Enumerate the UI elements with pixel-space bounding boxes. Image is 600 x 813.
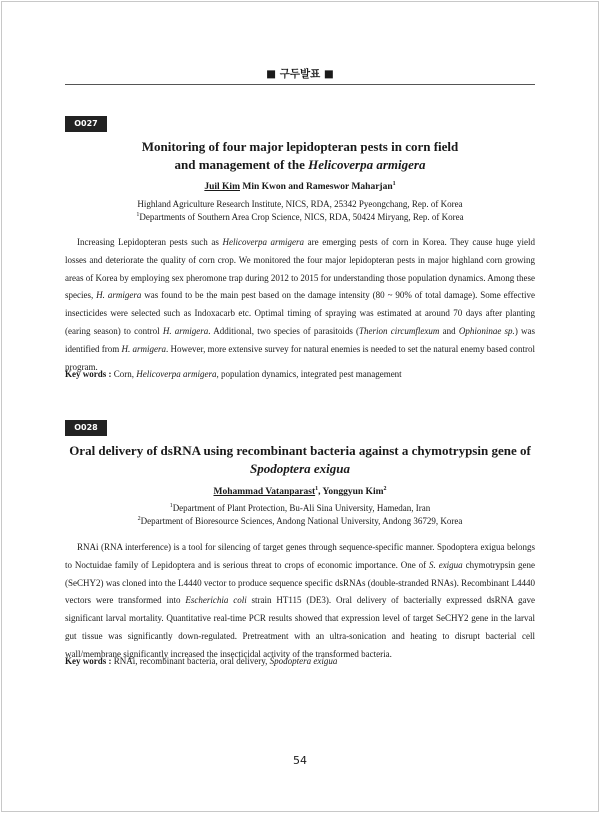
- text-run: . However, more extensive survey for natural enemies is needed to set the natural enemy based control program.: [65, 343, 535, 372]
- title-text: and management of the: [174, 157, 309, 172]
- text-run: was found to be the main pest based on the damage intensity (80 ~ 90% of total damage). Some effective insecticides were selected such as Indoxacarb etc. Optimal timing of spraying was estimated at around 70 days after planting (earing season) to control: [65, 290, 535, 336]
- italic-term: H. armigera: [121, 343, 166, 354]
- affiliation: [65, 502, 535, 515]
- italic-term: Therion circumflexum: [359, 325, 440, 336]
- keywords-line: [65, 656, 535, 666]
- section-header: ■ 구두발표 ■: [266, 68, 334, 80]
- affiliation: [65, 198, 535, 211]
- affiliation: [65, 515, 535, 528]
- presenting-author: Juil Kim: [204, 182, 240, 192]
- text-run: chymotrypsin gene (SeCHY2) was cloned into the L4440 vector to produce sequence specific dsRNAs (double-stranded RNAs). Recombinant L4440 vectors were transformed into: [65, 559, 535, 606]
- text-run: population dynamics, integrated pest management: [218, 369, 402, 379]
- italic-term: Helicoverpa armigera,: [136, 369, 219, 379]
- italic-term: Helicoverpa armigera: [222, 237, 305, 247]
- title-italic: Helicoverpa armigera: [308, 157, 426, 172]
- affiliation-text: Department of Bioresource Sciences, Andong National University, Andong 36729, Korea: [140, 516, 463, 526]
- keywords-label: Key words :: [65, 369, 112, 379]
- co-authors: , Yonggyun Kim: [318, 487, 384, 497]
- affiliation-text: Highland Agriculture Research Institute, NICS, RDA, 25342 Pyeongchang, Rep. of Korea: [137, 199, 463, 209]
- text-run: Increasing Lepidopteran pests such as: [77, 237, 223, 247]
- presenting-author: Mohammad Vatanparast: [213, 487, 316, 497]
- abstract-body: [65, 234, 535, 376]
- abstract-title: [65, 442, 535, 478]
- text-run: are emerging pests of corn in Korea. They cause huge yield losses and deteriorate the quality of corn crop. We monitored the four major lepidopteran pests in major highland corn growing areas of Korea by employing sex pheromone trap during 2012 to 2015 for understanding those population dynamics. Among these species,: [65, 237, 536, 301]
- keywords-line: [65, 369, 535, 379]
- affiliation-text: Departments of Southern Area Crop Science, NICS, RDA, 50424 Miryang, Rep. of Korea: [139, 212, 464, 222]
- abstract-id-badge: O027: [65, 116, 107, 132]
- text-run: ) was identified from: [65, 325, 536, 354]
- abstract-body: [65, 539, 535, 664]
- italic-term: Ophioninae sp.: [458, 325, 515, 336]
- co-authors: Min Kwon and Rameswor Maharjan: [240, 182, 393, 192]
- author-line: [65, 487, 535, 497]
- affiliations: [65, 198, 535, 224]
- affiliation-superscript: 1: [169, 503, 173, 509]
- text-run: RNAi, recombinant bacteria, oral delivery,: [111, 656, 270, 666]
- abstract-id-badge: O028: [65, 420, 107, 436]
- text-run: RNAi (RNA interference) is a tool for silencing of target genes through sequence-specific manner. Spodoptera exigua belongs to Noctuidae family of Lepidoptera and is serious threat to crops of economic importance. One of: [65, 542, 535, 570]
- italic-term: S. exigua: [429, 559, 463, 570]
- affiliations: [65, 502, 535, 528]
- title-line: Oral delivery of dsRNA using recombinant bacteria against a chymotrypsin gene of: [69, 443, 531, 458]
- title-line: [65, 460, 535, 478]
- affiliation-superscript: 2: [137, 516, 141, 522]
- italic-term: Escherichia coli: [185, 595, 247, 606]
- text-run: and: [439, 325, 459, 336]
- affiliation-text: Department of Plant Protection, Bu-Ali Sina University, Hamedan, Iran: [172, 503, 431, 513]
- affiliation: [65, 211, 535, 224]
- title-line: Monitoring of four major lepidopteran pests in corn field: [141, 139, 459, 154]
- title-italic: Spodoptera exigua: [249, 461, 351, 476]
- italic-term: H. armigera: [162, 325, 209, 336]
- author-superscript: 2: [383, 485, 387, 492]
- text-run: . Additional, two species of parasitoids (: [208, 325, 360, 336]
- text-run: Corn,: [111, 369, 137, 379]
- author-superscript: 1: [392, 180, 396, 187]
- italic-term: Spodoptera exigua: [269, 656, 338, 666]
- page-number: 54: [293, 754, 307, 767]
- presenter-superscript: 1: [315, 485, 319, 492]
- affiliation-superscript: 1: [136, 212, 140, 218]
- header-rule: [65, 84, 535, 85]
- italic-term: H. armigera: [96, 290, 142, 301]
- author-line: [65, 182, 535, 192]
- title-line: [65, 156, 535, 174]
- text-run: strain HT115 (DE3). Oral delivery of bacterially expressed dsRNA gave significant larval mortality. Quantitative real-time PCR results showed that expression level of target SeCHY2 gene in the larval gut tissue was significantly down-regulated. Pretreatment with an ultra-sonication and heating to disrupt bacterial cell wall/membrane significantly increased the insecticidal activity of the transformed bacteria.: [65, 595, 536, 659]
- abstract-title: [65, 138, 535, 174]
- keywords-label: Key words :: [65, 656, 112, 666]
